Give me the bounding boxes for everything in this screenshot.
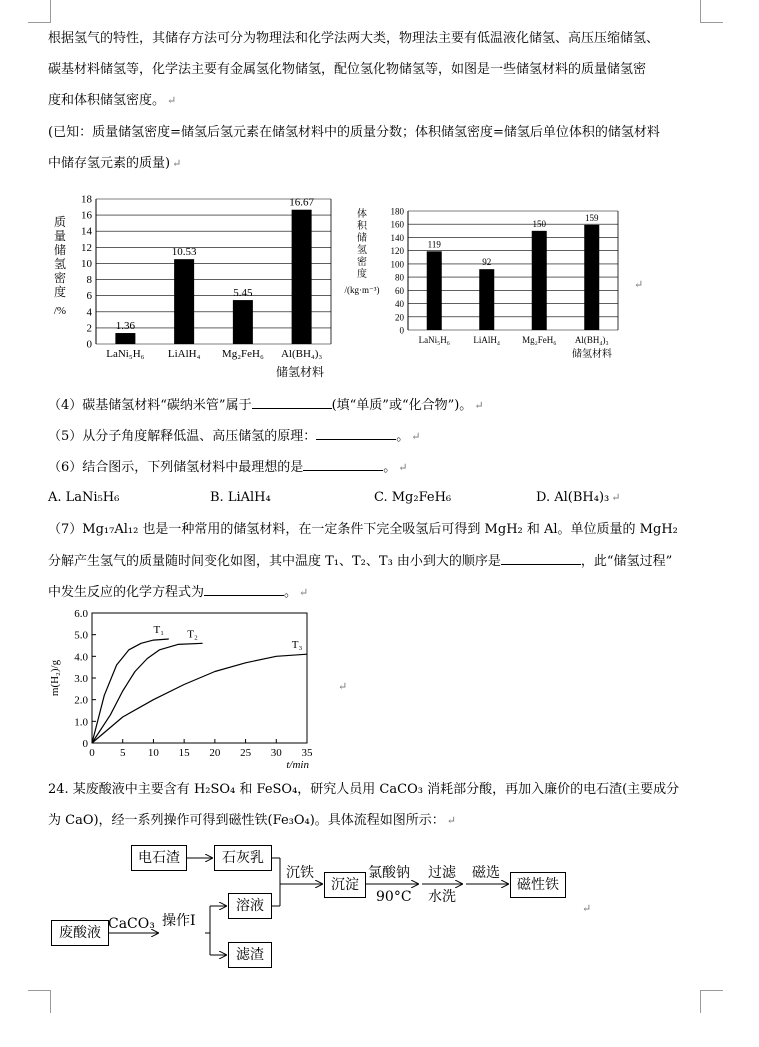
x-tick-label: LiAlH₄ [473, 335, 501, 345]
paragraph-mark: ↵ [634, 278, 644, 291]
y-tick-label: 0 [86, 338, 92, 351]
x-tick-label: 20 [209, 747, 221, 759]
y-axis-label-char: 度 [53, 285, 67, 299]
x-tick-label: 0 [89, 747, 95, 759]
y-tick-label: 0 [82, 738, 88, 750]
y-tick-label: 60 [395, 285, 404, 296]
y-axis-label-char: 密 [53, 271, 67, 285]
y-axis-label-char: 储 [357, 233, 367, 244]
paragraph-line: 碳基材料储氢等，化学法主要有金属氢化物储氢，配位氢化物储氢等，如图是一些储氢材料的质量储氢密 [48, 62, 647, 77]
paragraph-mark: ↵ [338, 680, 348, 693]
paragraph-mark: ↵ [611, 491, 621, 504]
x-tick-label: 15 [178, 747, 190, 759]
y-tick-label: 1.0 [74, 716, 88, 729]
y-tick-label: 2 [86, 322, 92, 335]
option-b[interactable]: B. LiAlH₄ [210, 490, 271, 505]
y-tick-label: 18 [81, 193, 92, 206]
question-4: （4）碳基储氢材料“碳纳米管”属于 (填“单质”或“化合物”)。 ↵ [48, 398, 484, 413]
y-axis-label-char: 度 [357, 269, 367, 280]
y-axis-label-char: 积 [357, 221, 367, 232]
y-axis-label-char: 储 [53, 243, 67, 257]
data-label: 119 [427, 239, 441, 250]
y-tick-label: 160 [390, 219, 404, 230]
question-5: （5）从分子角度解释低温、高压储氢的原理： 。 ↵ [48, 429, 421, 444]
x-tick-label: 5 [119, 747, 126, 759]
series-label: T₂ [187, 628, 198, 641]
x-tick-label: LaNi₅H₆ [418, 335, 450, 345]
y-tick-label: 10 [81, 257, 92, 270]
y-axis-label: m(H₂)/g [49, 659, 61, 697]
y-tick-label: 80 [395, 272, 404, 283]
flow-label-temperature: 90°C [376, 889, 412, 905]
paragraph-line: (已知：质量储氢密度=储氢后氢元素在储氢材料中的质量分数；体积储氢密度=储氢后单位体积的储氢材料 [48, 125, 660, 140]
paragraph-mark: ↵ [411, 430, 421, 443]
flow-box-calcium-carbide-slag: 电石渣 [131, 845, 187, 871]
y-tick-label: 16 [81, 209, 92, 222]
y-tick-label: 140 [390, 232, 404, 243]
y-axis-unit: /(kg·m⁻³) [344, 285, 380, 295]
x-tick-label: 25 [240, 747, 252, 759]
option-a[interactable]: A. LaNi₅H₆ [48, 490, 120, 505]
data-label: 16.67 [289, 196, 314, 209]
y-axis-label-char: 密 [357, 257, 367, 268]
y-tick-label: 0 [399, 325, 404, 336]
y-tick-label: 14 [81, 225, 92, 238]
x-tick-label: 30 [270, 747, 282, 759]
x-tick-label: 10 [147, 747, 159, 759]
data-label: 10.53 [171, 246, 197, 259]
y-axis-label-char: 氢 [53, 257, 67, 271]
flow-label-wash: 水洗 [428, 889, 456, 905]
flow-box-waste-acid: 废酸液 [51, 920, 109, 946]
y-tick-label: 4.0 [74, 651, 88, 664]
flow-label-operation-1: 操作I [162, 913, 196, 929]
y-axis-label-char: 氢 [357, 245, 367, 256]
y-tick-label: 6 [86, 290, 92, 303]
y-tick-label: 2.0 [74, 694, 88, 707]
question-6: （6）结合图示，下列储氢材料中最理想的是 。 ↵ [48, 460, 408, 475]
question-7-line3: 中发生反应的化学方程式为 。 ↵ [48, 585, 309, 600]
series-label: T₃ [291, 639, 303, 652]
y-axis-label-char: 质 [53, 215, 67, 229]
y-tick-label: 12 [81, 241, 92, 254]
series-label: T₁ [153, 624, 165, 636]
x-axis-label: 储氢材料 [275, 365, 325, 379]
paragraph-mark: ↵ [172, 157, 182, 170]
y-axis-label-char: 量 [53, 229, 67, 243]
x-tick-label: Mg₂FeH₆ [221, 348, 264, 360]
y-tick-label: 6.0 [74, 608, 88, 620]
paragraph-mark: ↵ [446, 814, 457, 827]
flow-box-lime-milk: 石灰乳 [214, 845, 272, 871]
flow-box-residue: 滤渣 [228, 942, 272, 968]
x-tick-label: Al(BH₄)₃ [574, 335, 609, 345]
paragraph-mark: ↵ [167, 94, 177, 107]
flow-label-sodium-chlorate: 氯酸钠 [368, 865, 410, 881]
paragraph-line: 度和体积储氢密度。 ↵ [48, 93, 177, 108]
paragraph-line: 根据氢气的特性，其储存方法可分为物理法和化学法两大类，物理法主要有低温液化储氢、高压压缩储氢、 [48, 31, 660, 46]
option-d[interactable]: D. Al(BH₄)₃ ↵ [536, 490, 621, 505]
y-tick-label: 5.0 [74, 629, 88, 642]
x-tick-label: Al(BH₄)₃ [280, 348, 323, 360]
data-label: 5.45 [233, 287, 253, 300]
y-tick-label: 100 [390, 259, 404, 270]
x-tick-label: Mg₂FeH₆ [522, 335, 557, 345]
paragraph-mark: ↵ [582, 902, 592, 915]
flow-label-filter: 过滤 [428, 865, 456, 881]
data-label: 1.36 [115, 320, 135, 333]
y-axis-unit: /% [53, 305, 67, 317]
flow-box-magnetic-iron: 磁性铁 [510, 872, 566, 898]
x-axis-label: 储氢材料 [572, 349, 612, 360]
y-tick-label: 40 [395, 299, 404, 310]
flow-label-caco3: CaCO₃ [108, 916, 155, 932]
flow-box-solution: 溶液 [228, 893, 272, 919]
question-7-line1: （7）Mg₁₇Al₁₂ 也是一种常用的储氢材料，在一定条件下完全吸氢后可得到 MgH₂ 和 Al。单位质量的 MgH₂ [48, 522, 678, 537]
y-axis-label-char: 体 [357, 209, 367, 220]
question-7-line2: 分解产生氢气的质量随时间变化如图，其中温度 T₁、T₂、T₃ 由小到大的顺序是 ，此“储氢过程” [48, 554, 673, 569]
x-axis-label: t/min [286, 759, 309, 771]
x-tick-label: 35 [301, 747, 313, 759]
y-tick-label: 120 [390, 246, 404, 257]
paragraph-mark: ↵ [398, 461, 408, 474]
y-tick-label: 3.0 [74, 673, 88, 685]
data-label: 150 [532, 218, 546, 229]
y-tick-label: 180 [390, 206, 404, 217]
paragraph-mark: ↵ [474, 399, 484, 412]
data-label: 159 [585, 212, 599, 223]
y-tick-label: 4 [86, 306, 92, 319]
flow-box-precipitate: 沉淀 [324, 872, 366, 898]
flow-label-iron-precipitation: 沉铁 [286, 865, 314, 881]
paragraph-mark: ↵ [299, 586, 309, 599]
option-c[interactable]: C. Mg₂FeH₆ [374, 490, 452, 505]
data-label: 92 [482, 257, 492, 268]
x-tick-label: LiAlH₄ [167, 348, 201, 360]
y-tick-label: 8 [86, 274, 92, 287]
paragraph-line: 中储存氢元素的质量) ↵ [48, 156, 182, 171]
y-tick-label: 20 [395, 312, 404, 323]
question-24-line2: 为 CaO)，经一系列操作可得到磁性铁(Fe₃O₄)。具体流程如图所示： ↵ [48, 813, 457, 828]
x-tick-label: LaNi₅H₆ [106, 348, 145, 360]
flow-label-magnetic-separation: 磁选 [472, 865, 500, 881]
question-24-line1: 24. 某废酸液中主要含有 H₂SO₄ 和 FeSO₄，研究人员用 CaCO₃ 消耗部分酸，再加入廉价的电石渣(主要成分 [48, 782, 680, 797]
